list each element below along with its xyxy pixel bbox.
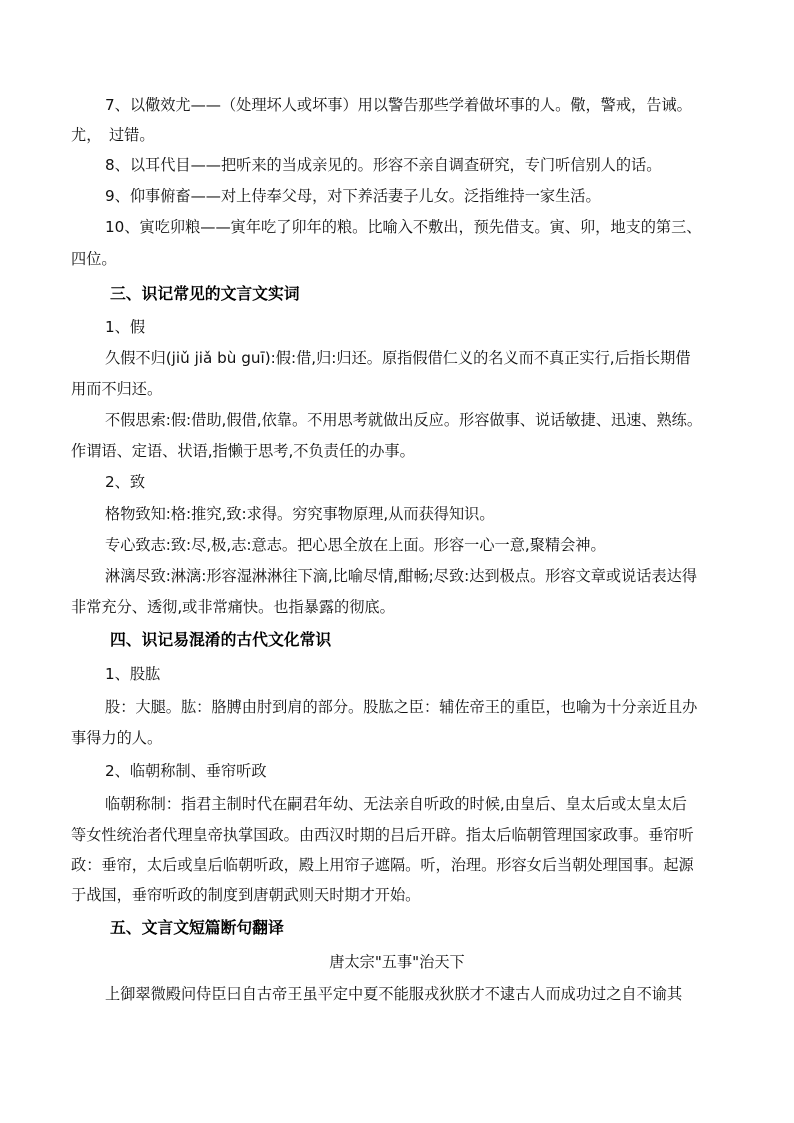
word-2-example-2: 专心致志:致:尽,极,志:意志。把心思全放在上面。形容一心一意,聚精会神。: [105, 536, 606, 554]
term-1-line-1: 股：大腿。肱：胳膊由肘到肩的部分。股肱之臣：辅佐帝王的重臣，也喻为十分亲近且办: [105, 698, 698, 716]
term-2-line-2: 等女性统治者代理皇帝执掌国政。由西汉时期的吕后开辟。指太后临朝管理国家政事。垂帘听: [71, 826, 694, 844]
idiom-item-7-line-1: 7、以儆效尤——（处理坏人或坏事）用以警告那些学着做坏事的人。儆，警戒，告诫。: [105, 96, 692, 114]
term-title-1: 1、股肱: [105, 665, 161, 683]
idiom-item-10-line-2: 四位。: [71, 250, 117, 268]
word-2-example-3-line-1: 淋漓尽致:淋漓:形容湿淋淋往下滴,比喻尽情,酣畅;尽致:达到极点。形容文章或说话表达得: [105, 567, 698, 585]
section-heading-4: 四、识记易混淆的古代文化常识: [110, 630, 332, 649]
word-1-example-2-line-1: 不假思索:假:借助,假借,依靠。不用思考就做出反应。形容做事、说话敏捷、迅速、熟练。: [105, 411, 703, 429]
section-heading-3: 三、识记常见的文言文实词: [110, 284, 300, 303]
passage-title: 唐太宗"五事"治天下: [329, 953, 465, 971]
idiom-item-7-line-2: 尤， 过错。: [71, 126, 155, 144]
term-2-line-1: 临朝称制：指君主制时代在嗣君年幼、无法亲自听政的时候,由皇后、皇太后或太皇太后: [105, 795, 687, 813]
word-2-example-3-line-2: 非常充分、透彻,或非常痛快。也指暴露的彻底。: [71, 598, 395, 616]
word-1-example-1-line-1: 久假不归(jiǔ jiǎ bù guī):假:借,归:归还。原指假借仁义的名义而不真正实行,后指长期借: [105, 349, 691, 367]
word-1-example-2-line-2: 作谓语、定语、状语,指懒于思考,不负责任的办事。: [71, 442, 415, 460]
passage-line-1: 上御翠微殿问侍臣曰自古帝王虽平定中夏不能服戎狄朕才不逮古人而成功过之自不谕其: [105, 985, 683, 1003]
word-1-example-1-line-2: 用而不归还。: [71, 380, 163, 398]
idiom-item-9: 9、仰事俯畜——对上侍奉父母，对下养活妻子儿女。泛指维持一家生活。: [105, 187, 601, 205]
term-title-2: 2、临朝称制、垂帘听政: [105, 762, 267, 780]
section-heading-5: 五、文言文短篇断句翻译: [110, 918, 284, 937]
word-title-1: 1、假: [105, 318, 146, 336]
idiom-item-8: 8、以耳代目——把听来的当成亲见的。形容不亲自调查研究，专门听信别人的话。: [105, 156, 662, 174]
term-2-line-3: 政：垂帘，太后或皇后临朝听政，殿上用帘子遮隔。听，治理。形容女后当朝处理国事。起源: [71, 856, 694, 874]
term-2-line-4: 于战国，垂帘听政的制度到唐朝武则天时期才开始。: [71, 886, 421, 904]
word-2-example-1: 格物致知:格:推究,致:求得。穷究事物原理,从而获得知识。: [105, 505, 495, 523]
term-1-line-2: 事得力的人。: [71, 729, 163, 747]
idiom-item-10-line-1: 10、寅吃卯粮——寅年吃了卯年的粮。比喻入不敷出，预先借支。寅、卯，地支的第三、: [105, 218, 702, 236]
word-title-2: 2、致: [105, 473, 146, 491]
